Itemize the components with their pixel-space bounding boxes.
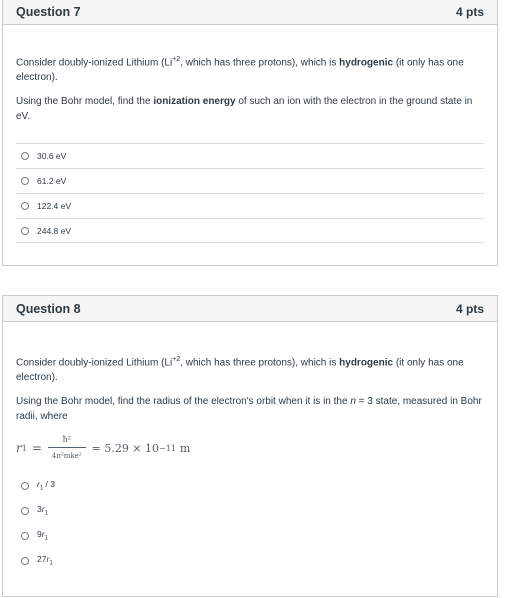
answer-label: $3r_1$: [37, 504, 48, 518]
radio-button[interactable]: [21, 532, 29, 540]
question-8-answers: [16, 473, 484, 573]
answer-option[interactable]: [16, 523, 484, 548]
answer-label: 61.2 eV: [37, 176, 67, 187]
formula-rhs: = 5.29 × 10: [91, 441, 160, 455]
answer-option[interactable]: [16, 498, 484, 523]
answer-option[interactable]: [16, 548, 484, 573]
formula-denominator: 4π²mke²: [48, 447, 86, 464]
radio-button[interactable]: [21, 202, 29, 210]
question-7-answers: [16, 143, 484, 243]
question-8-text: [3, 322, 497, 466]
formula-unit: m: [179, 441, 191, 455]
question-7-card: [2, 0, 498, 266]
formula-fraction: [48, 432, 86, 464]
answer-label: $9r_1$: [37, 529, 48, 543]
answer-option[interactable]: [16, 143, 484, 168]
question-7-title: Question 7: [16, 4, 81, 19]
formula-numerator: ħ²: [62, 435, 71, 445]
answer-label: $r_1 / 3$: [37, 479, 55, 493]
radio-button[interactable]: [21, 557, 29, 565]
answer-option[interactable]: [16, 193, 484, 218]
formula-lhs: r: [16, 440, 22, 455]
question-8-paragraph-2: Using the Bohr model, find the radius of the electron's orbit when it is in the n = 3 state, measured in Bohr radii, where: [16, 396, 482, 423]
answer-label: $27r_1$: [37, 554, 53, 568]
question-7-header: [3, 0, 497, 25]
question-8-points: 4 pts: [455, 301, 484, 316]
answer-label: 30.6 eV: [37, 151, 67, 162]
bohr-radius-formula: r 1 = $\frac{\text{ħ²}}{\text{4π²mke²}}$ = 5.29 × 10 −11 m: [16, 430, 484, 466]
radio-button[interactable]: [21, 152, 29, 160]
answer-option[interactable]: [16, 473, 484, 498]
answer-option[interactable]: [16, 218, 484, 243]
answer-label: 244.8 eV: [37, 225, 72, 236]
radio-button[interactable]: [21, 177, 29, 185]
radio-button[interactable]: [21, 507, 29, 515]
answer-option[interactable]: [16, 168, 484, 193]
question-8-paragraph-1: Consider doubly-ionized Lithium ($Li^{+2}$, which has three protons), which is hydrogenic (it only has one electron).: [16, 356, 464, 384]
question-7-points: 4 pts: [455, 4, 484, 19]
question-7-paragraph-2: Using the Bohr model, find the ionization energy of such an ion with the electron in the ground state in eV.: [16, 96, 473, 123]
question-8-title: Question 8: [16, 301, 81, 316]
question-7-paragraph-1: Consider doubly-ionized Lithium ($Li^{+2}$, which has three protons), which is hydrogenic (it only has one electron).: [16, 56, 464, 84]
radio-button[interactable]: [21, 227, 29, 235]
question-8-card: [2, 295, 498, 597]
answer-label: 122.4 eV: [37, 201, 72, 212]
radio-button[interactable]: [21, 482, 29, 490]
question-7-text: [3, 25, 497, 124]
question-8-header: [3, 296, 497, 322]
